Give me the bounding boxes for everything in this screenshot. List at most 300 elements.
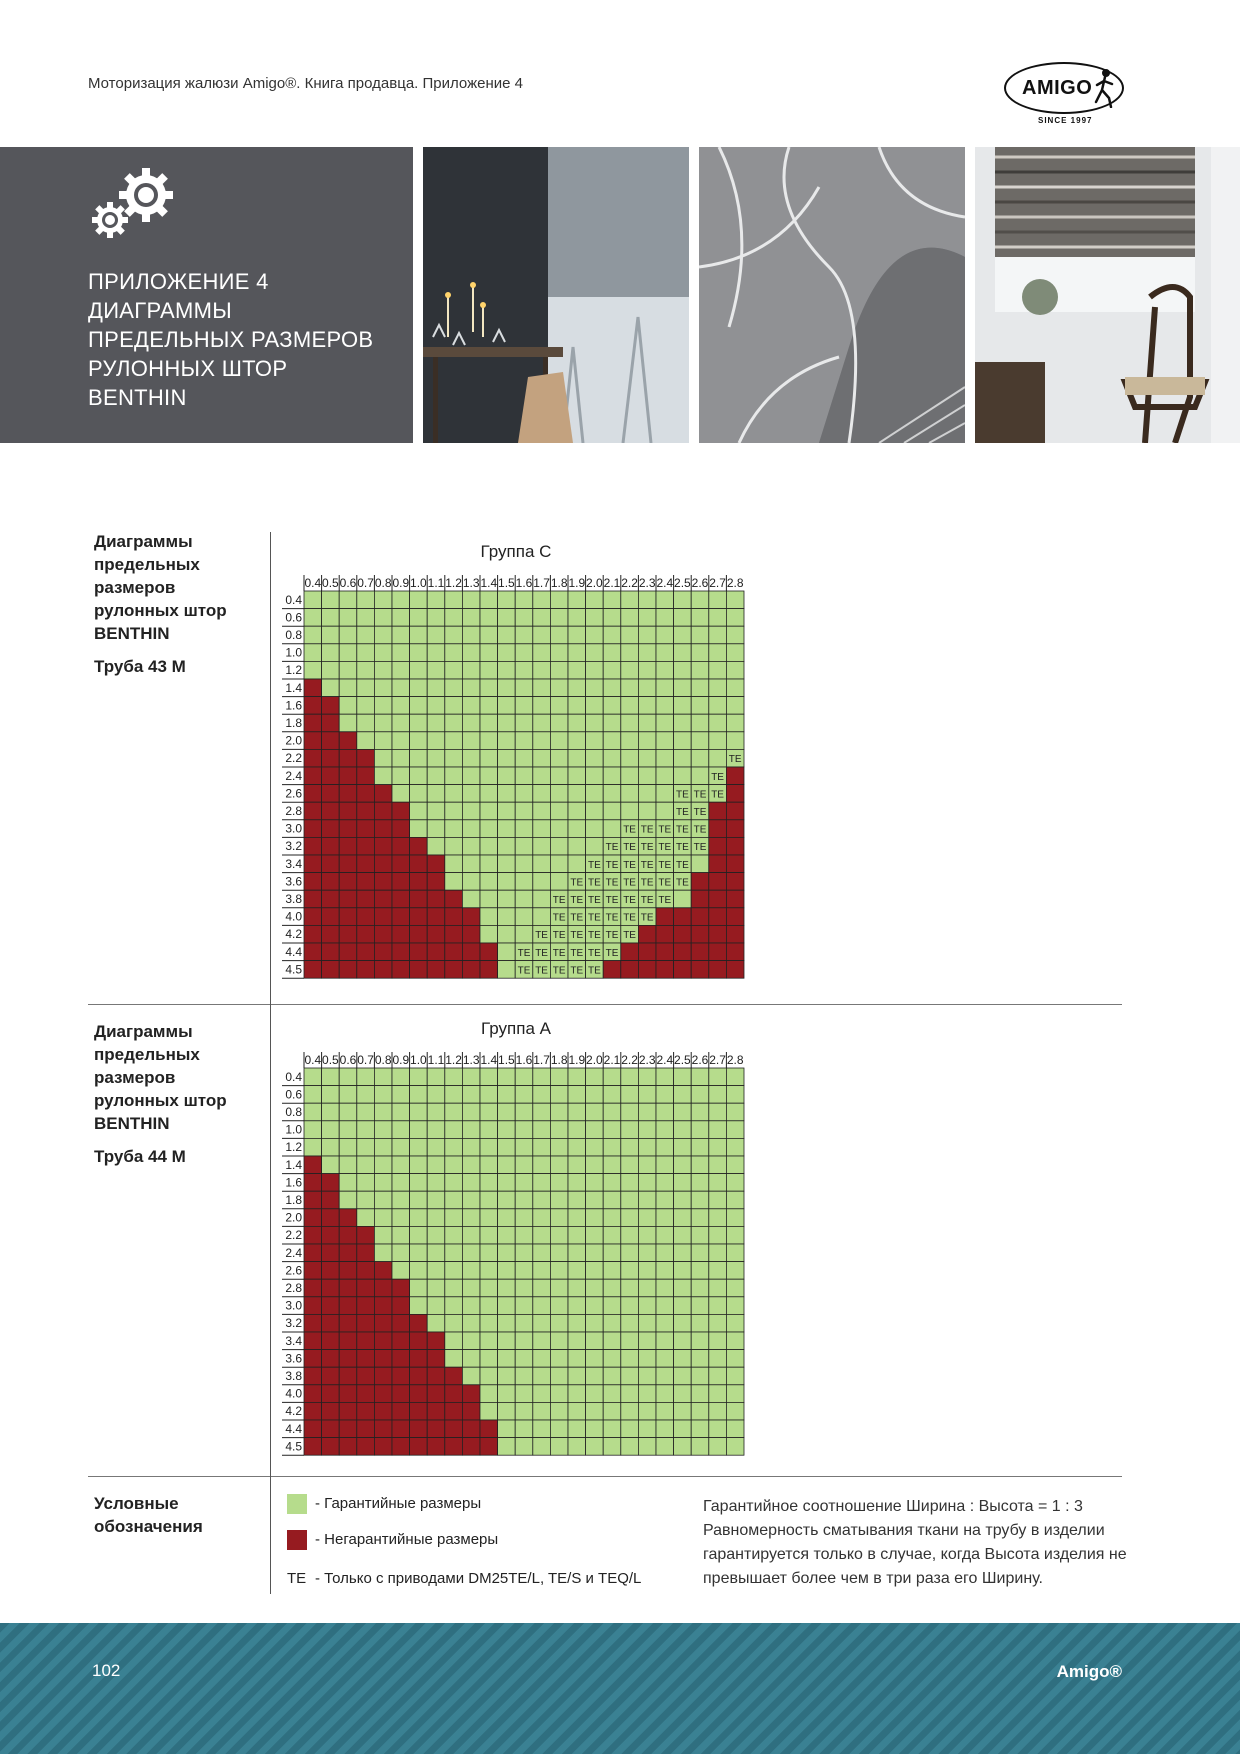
cell-guaranteed — [462, 1367, 480, 1385]
cell-guaranteed — [674, 1156, 692, 1174]
cell-non-guaranteed — [357, 1244, 375, 1262]
cell-guaranteed — [462, 609, 480, 627]
te-code: TE — [287, 1570, 307, 1587]
cell-guaranteed — [533, 714, 551, 732]
te-mark: TE — [693, 842, 707, 854]
cell-non-guaranteed — [304, 925, 322, 943]
cell-guaranteed — [674, 714, 692, 732]
cell-guaranteed — [656, 661, 674, 679]
cell-guaranteed — [656, 1402, 674, 1420]
cell-guaranteed — [638, 1402, 656, 1420]
cell-guaranteed — [445, 1138, 463, 1156]
cell-guaranteed — [586, 785, 604, 803]
cell-non-guaranteed — [322, 855, 340, 873]
row-label: 2.2 — [285, 751, 302, 766]
cell-guaranteed — [568, 1297, 586, 1315]
cell-guaranteed — [392, 1174, 410, 1192]
te-mark: TE — [658, 877, 672, 889]
te-mark: TE — [640, 895, 654, 906]
cell-guaranteed — [726, 1420, 744, 1438]
cell-guaranteed — [691, 1402, 709, 1420]
cell-guaranteed — [568, 1385, 586, 1403]
cell-non-guaranteed — [691, 961, 709, 979]
cell-guaranteed — [480, 732, 498, 750]
cell-non-guaranteed — [322, 714, 340, 732]
cell-non-guaranteed — [410, 943, 428, 961]
cell-non-guaranteed — [392, 873, 410, 891]
cell-guaranteed — [638, 1438, 656, 1456]
cell-guaranteed — [603, 661, 621, 679]
cell-guaranteed — [515, 890, 533, 908]
cell-guaranteed — [462, 1244, 480, 1262]
cell-non-guaranteed — [357, 749, 375, 767]
cell-guaranteed — [515, 626, 533, 644]
cell-non-guaranteed — [410, 1367, 428, 1385]
cell-guaranteed — [515, 1086, 533, 1104]
cell-non-guaranteed — [709, 925, 727, 943]
cell-guaranteed — [726, 1156, 744, 1174]
cell-guaranteed — [568, 732, 586, 750]
column-label: 2.4 — [656, 1053, 674, 1067]
column-label: 1.7 — [533, 1053, 550, 1067]
cell-non-guaranteed — [427, 908, 445, 926]
cell-guaranteed — [550, 1138, 568, 1156]
te-mark: TE — [676, 859, 689, 871]
cell-guaranteed — [550, 1279, 568, 1297]
row-label: 4.2 — [285, 1404, 302, 1419]
te-mark: TE — [623, 912, 636, 924]
legend-text: - Негарантийные размеры — [315, 1530, 499, 1548]
cell-non-guaranteed — [322, 1279, 340, 1297]
row-label: 3.4 — [285, 856, 302, 871]
column-label: 0.4 — [304, 576, 322, 590]
column-label: 2.5 — [674, 1053, 691, 1067]
cell-guaranteed — [691, 1420, 709, 1438]
cell-guaranteed — [480, 1385, 498, 1403]
cell-non-guaranteed — [304, 855, 322, 873]
cell-guaranteed — [339, 1103, 357, 1121]
cell-guaranteed — [603, 1174, 621, 1192]
column-label: 2.6 — [691, 1053, 709, 1067]
cell-guaranteed — [498, 1138, 516, 1156]
cell-guaranteed — [515, 1314, 533, 1332]
banner-title-line: BENTHIN — [88, 385, 187, 410]
cell-guaranteed — [515, 1420, 533, 1438]
cell-non-guaranteed — [357, 1385, 375, 1403]
cell-guaranteed — [533, 626, 551, 644]
cell-guaranteed — [427, 1244, 445, 1262]
cell-guaranteed — [462, 697, 480, 715]
cell-guaranteed — [392, 1191, 410, 1209]
cell-non-guaranteed — [462, 1420, 480, 1438]
cell-non-guaranteed — [322, 749, 340, 767]
cell-non-guaranteed — [427, 943, 445, 961]
cell-non-guaranteed — [374, 1297, 392, 1315]
cell-guaranteed — [357, 732, 375, 750]
cell-guaranteed — [656, 1086, 674, 1104]
cell-guaranteed — [621, 1279, 639, 1297]
cell-guaranteed — [374, 732, 392, 750]
cell-non-guaranteed — [322, 802, 340, 820]
cell-guaranteed — [533, 1262, 551, 1280]
cell-guaranteed — [445, 626, 463, 644]
cell-guaranteed — [621, 1174, 639, 1192]
cell-guaranteed — [533, 855, 551, 873]
cell-non-guaranteed — [339, 1262, 357, 1280]
cell-guaranteed — [550, 1121, 568, 1139]
cell-non-guaranteed — [304, 1156, 322, 1174]
cell-guaranteed — [691, 1191, 709, 1209]
cell-non-guaranteed — [374, 1314, 392, 1332]
cell-guaranteed — [410, 1121, 428, 1139]
cell-guaranteed — [709, 1367, 727, 1385]
cell-guaranteed — [674, 1420, 692, 1438]
cell-guaranteed — [691, 1385, 709, 1403]
cell-guaranteed — [480, 1262, 498, 1280]
row-label: 4.2 — [285, 927, 302, 942]
cell-guaranteed — [568, 1103, 586, 1121]
cell-guaranteed — [357, 1138, 375, 1156]
cell-non-guaranteed — [357, 961, 375, 979]
cell-guaranteed — [709, 1174, 727, 1192]
row-label: 2.4 — [285, 768, 302, 783]
row-label: 2.6 — [285, 1263, 302, 1278]
cell-non-guaranteed — [410, 873, 428, 891]
cell-guaranteed — [374, 1226, 392, 1244]
cell-guaranteed — [427, 837, 445, 855]
cell-guaranteed — [357, 609, 375, 627]
cell-non-guaranteed — [339, 1420, 357, 1438]
cell-non-guaranteed — [374, 1279, 392, 1297]
cell-guaranteed — [515, 1103, 533, 1121]
cell-non-guaranteed — [304, 1367, 322, 1385]
cell-non-guaranteed — [462, 961, 480, 979]
cell-guaranteed — [498, 749, 516, 767]
cell-guaranteed — [498, 837, 516, 855]
cell-guaranteed — [462, 661, 480, 679]
cell-guaranteed — [480, 1402, 498, 1420]
cell-non-guaranteed — [726, 961, 744, 979]
cell-non-guaranteed — [392, 890, 410, 908]
cell-non-guaranteed — [445, 925, 463, 943]
cell-guaranteed — [498, 661, 516, 679]
column-label: 1.2 — [445, 576, 462, 590]
cell-guaranteed — [691, 679, 709, 697]
cell-guaranteed — [304, 591, 322, 609]
cell-non-guaranteed — [374, 1385, 392, 1403]
section-label-line: BENTHIN — [94, 1114, 170, 1133]
cell-guaranteed — [515, 749, 533, 767]
row-label: 4.0 — [285, 1386, 302, 1401]
cell-guaranteed — [410, 1209, 428, 1227]
cell-guaranteed — [603, 1332, 621, 1350]
cell-guaranteed — [533, 890, 551, 908]
cell-guaranteed — [515, 1438, 533, 1456]
cell-guaranteed — [392, 1138, 410, 1156]
te-mark: TE — [658, 842, 672, 854]
cell-guaranteed — [427, 661, 445, 679]
cell-guaranteed — [586, 697, 604, 715]
cell-guaranteed — [304, 609, 322, 627]
cell-guaranteed — [374, 749, 392, 767]
cell-guaranteed — [726, 661, 744, 679]
cell-non-guaranteed — [339, 1209, 357, 1227]
cell-guaranteed — [374, 1174, 392, 1192]
cell-guaranteed — [498, 1350, 516, 1368]
cell-non-guaranteed — [339, 1332, 357, 1350]
cell-non-guaranteed — [709, 890, 727, 908]
cell-guaranteed — [533, 1103, 551, 1121]
cell-guaranteed — [392, 697, 410, 715]
cell-guaranteed — [709, 591, 727, 609]
cell-guaranteed — [515, 1262, 533, 1280]
row-label: 4.5 — [285, 962, 302, 977]
cell-non-guaranteed — [480, 1420, 498, 1438]
cell-guaranteed — [445, 1209, 463, 1227]
cell-non-guaranteed — [339, 890, 357, 908]
cell-guaranteed — [550, 1350, 568, 1368]
cell-non-guaranteed — [357, 837, 375, 855]
cell-non-guaranteed — [322, 837, 340, 855]
cell-guaranteed — [656, 785, 674, 803]
cell-guaranteed — [550, 873, 568, 891]
section-label-line: размеров — [94, 578, 176, 597]
cell-guaranteed — [322, 1121, 340, 1139]
te-mark: TE — [676, 842, 689, 854]
cell-guaranteed — [427, 626, 445, 644]
cell-guaranteed — [498, 802, 516, 820]
cell-guaranteed — [445, 1297, 463, 1315]
cell-guaranteed — [445, 714, 463, 732]
cell-guaranteed — [462, 767, 480, 785]
cell-non-guaranteed — [709, 855, 727, 873]
cell-non-guaranteed — [445, 1402, 463, 1420]
divider-vertical — [270, 532, 271, 1004]
ratio-note — [703, 1495, 1133, 1591]
cell-guaranteed — [410, 1191, 428, 1209]
cell-guaranteed — [304, 1121, 322, 1139]
te-mark: TE — [623, 824, 636, 836]
cell-guaranteed — [638, 1385, 656, 1403]
column-label: 2.0 — [586, 576, 603, 590]
cell-non-guaranteed — [462, 943, 480, 961]
cell-guaranteed — [427, 609, 445, 627]
cell-non-guaranteed — [374, 925, 392, 943]
cell-non-guaranteed — [427, 1438, 445, 1456]
cell-guaranteed — [480, 785, 498, 803]
cell-guaranteed — [374, 1138, 392, 1156]
cell-guaranteed — [709, 1121, 727, 1139]
cell-non-guaranteed — [638, 943, 656, 961]
row-label: 2.4 — [285, 1245, 302, 1260]
cell-non-guaranteed — [410, 908, 428, 926]
cell-non-guaranteed — [392, 1279, 410, 1297]
cell-non-guaranteed — [357, 1332, 375, 1350]
cell-guaranteed — [656, 1297, 674, 1315]
te-mark: TE — [588, 895, 601, 906]
cell-guaranteed — [462, 626, 480, 644]
cell-guaranteed — [357, 644, 375, 662]
row-label: 3.0 — [285, 821, 302, 836]
cell-guaranteed — [339, 714, 357, 732]
cell-non-guaranteed — [427, 1332, 445, 1350]
cell-guaranteed — [726, 1138, 744, 1156]
cell-guaranteed — [410, 1262, 428, 1280]
cell-guaranteed — [568, 1367, 586, 1385]
te-mark: TE — [535, 947, 548, 959]
cell-guaranteed — [357, 714, 375, 732]
cell-guaranteed — [445, 1121, 463, 1139]
cell-guaranteed — [674, 1385, 692, 1403]
cell-guaranteed — [638, 1121, 656, 1139]
cell-guaranteed — [568, 1332, 586, 1350]
legend-text: - Только с приводами DM25TE/L, TE/S и TEQ/L — [315, 1570, 642, 1587]
cell-guaranteed — [357, 1174, 375, 1192]
cell-guaranteed — [374, 591, 392, 609]
cell-guaranteed — [691, 1350, 709, 1368]
cell-guaranteed — [709, 679, 727, 697]
cell-guaranteed — [427, 1103, 445, 1121]
te-mark: TE — [640, 912, 654, 924]
row-label: 3.0 — [285, 1298, 302, 1313]
legend-item-not-guaranteed — [287, 1530, 498, 1550]
cell-guaranteed — [621, 1121, 639, 1139]
cell-guaranteed — [410, 1244, 428, 1262]
cell-non-guaranteed — [374, 1438, 392, 1456]
cell-guaranteed — [374, 1103, 392, 1121]
te-mark: TE — [711, 771, 724, 783]
cell-guaranteed — [709, 1156, 727, 1174]
cell-non-guaranteed — [339, 1350, 357, 1368]
cell-guaranteed — [533, 1367, 551, 1385]
cell-guaranteed — [550, 591, 568, 609]
cell-non-guaranteed — [691, 873, 709, 891]
cell-non-guaranteed — [480, 943, 498, 961]
cell-non-guaranteed — [427, 1367, 445, 1385]
cell-non-guaranteed — [357, 890, 375, 908]
cell-guaranteed — [445, 1226, 463, 1244]
cell-guaranteed — [603, 732, 621, 750]
cell-guaranteed — [621, 802, 639, 820]
te-mark: TE — [676, 824, 689, 836]
cell-guaranteed — [339, 1174, 357, 1192]
cell-guaranteed — [656, 1279, 674, 1297]
cell-guaranteed — [603, 1156, 621, 1174]
cell-guaranteed — [533, 1438, 551, 1456]
cell-guaranteed — [603, 626, 621, 644]
cell-guaranteed — [533, 1121, 551, 1139]
cell-guaranteed — [480, 1068, 498, 1086]
cell-guaranteed — [392, 1156, 410, 1174]
cell-non-guaranteed — [392, 908, 410, 926]
cell-guaranteed — [603, 1138, 621, 1156]
cell-guaranteed — [410, 1068, 428, 1086]
cell-guaranteed — [656, 1209, 674, 1227]
cell-guaranteed — [392, 1068, 410, 1086]
cell-guaranteed — [357, 1086, 375, 1104]
cell-guaranteed — [339, 1121, 357, 1139]
cell-guaranteed — [480, 908, 498, 926]
cell-guaranteed — [339, 1156, 357, 1174]
cell-guaranteed — [586, 1367, 604, 1385]
cell-guaranteed — [691, 855, 709, 873]
column-label: 2.0 — [586, 1053, 603, 1067]
cell-guaranteed — [427, 1262, 445, 1280]
cell-guaranteed — [304, 644, 322, 662]
cell-guaranteed — [691, 697, 709, 715]
cell-guaranteed — [568, 644, 586, 662]
cell-non-guaranteed — [322, 1332, 340, 1350]
cell-guaranteed — [550, 609, 568, 627]
cell-guaranteed — [674, 591, 692, 609]
cell-guaranteed — [691, 1438, 709, 1456]
cell-guaranteed — [462, 1209, 480, 1227]
cell-guaranteed — [498, 820, 516, 838]
te-mark: TE — [552, 912, 566, 924]
column-label: 1.0 — [410, 576, 427, 590]
cell-non-guaranteed — [726, 873, 744, 891]
cell-guaranteed — [498, 1367, 516, 1385]
note-line: Гарантийное соотношение Ширина : Высота = 1 : 3 — [703, 1498, 1083, 1515]
cell-guaranteed — [550, 749, 568, 767]
banner-title — [88, 267, 373, 412]
te-mark: TE — [693, 789, 707, 801]
cell-non-guaranteed — [638, 961, 656, 979]
row-label: 2.2 — [285, 1228, 302, 1243]
cell-guaranteed — [638, 749, 656, 767]
te-mark: TE — [623, 895, 636, 906]
cell-guaranteed — [674, 1174, 692, 1192]
banner-title-line: ПРЕДЕЛЬНЫХ РАЗМЕРОВ — [88, 327, 374, 352]
cell-guaranteed — [709, 1191, 727, 1209]
cell-guaranteed — [638, 714, 656, 732]
cell-guaranteed — [339, 1138, 357, 1156]
cell-guaranteed — [603, 767, 621, 785]
cell-guaranteed — [533, 1156, 551, 1174]
cell-non-guaranteed — [357, 1226, 375, 1244]
cell-non-guaranteed — [357, 873, 375, 891]
column-label: 2.1 — [603, 576, 621, 590]
column-label: 1.6 — [515, 1053, 533, 1067]
cell-guaranteed — [462, 820, 480, 838]
cell-guaranteed — [480, 1121, 498, 1139]
section-label-line: размеров — [94, 1068, 176, 1087]
cell-non-guaranteed — [374, 855, 392, 873]
cell-guaranteed — [603, 1262, 621, 1280]
cell-non-guaranteed — [322, 1367, 340, 1385]
cell-non-guaranteed — [392, 1385, 410, 1403]
cell-guaranteed — [550, 732, 568, 750]
cell-non-guaranteed — [374, 802, 392, 820]
cell-non-guaranteed — [322, 1191, 340, 1209]
cell-guaranteed — [533, 1332, 551, 1350]
cell-guaranteed — [674, 661, 692, 679]
cell-non-guaranteed — [709, 820, 727, 838]
cell-guaranteed — [691, 1086, 709, 1104]
cell-guaranteed — [586, 1350, 604, 1368]
row-label: 1.2 — [285, 1140, 302, 1155]
cell-non-guaranteed — [304, 1244, 322, 1262]
cell-guaranteed — [674, 1226, 692, 1244]
cell-non-guaranteed — [339, 1314, 357, 1332]
cell-guaranteed — [515, 1350, 533, 1368]
cell-guaranteed — [427, 820, 445, 838]
cell-guaranteed — [621, 1297, 639, 1315]
cell-guaranteed — [568, 697, 586, 715]
cell-guaranteed — [621, 1438, 639, 1456]
cell-non-guaranteed — [427, 1420, 445, 1438]
cell-guaranteed — [550, 1244, 568, 1262]
